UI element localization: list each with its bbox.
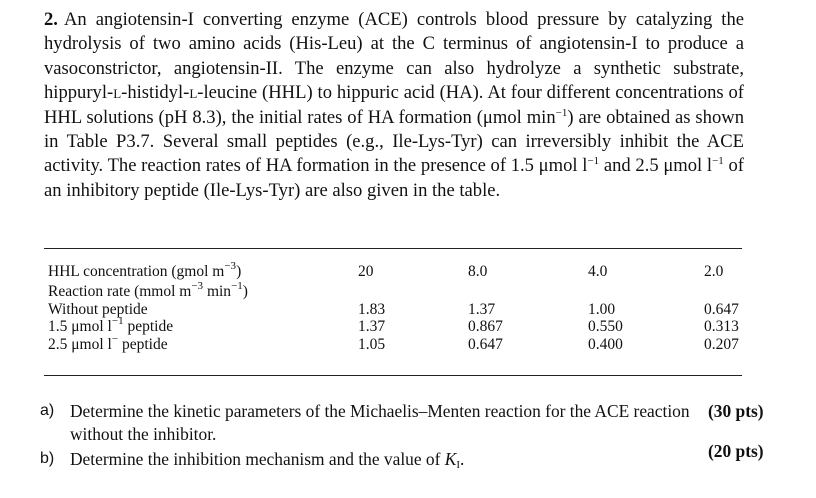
- problem-text-5: and 2.5 μmol l: [599, 155, 713, 177]
- concentration-cell: 20: [358, 263, 374, 280]
- problem-text-4: ) are obtained as shown in Table P3.7. Several small peptides (e.g., Ile-Lys-Tyr) can irreversibly inhibit the ACE activity. The reaction rates of HA formation in the presence of 1.5 μmol l: [44, 106, 744, 177]
- row-label: Without peptide: [48, 300, 148, 318]
- table-row: [48, 315, 742, 336]
- concentration-cell: 2.0: [704, 263, 724, 280]
- table-bottom-rule: [44, 375, 742, 376]
- table-top-rule: [44, 248, 742, 249]
- rate-cell: 0.207: [704, 335, 739, 353]
- rate-cell: 0.313: [704, 318, 739, 335]
- table-row: [48, 332, 742, 354]
- rate-cell: 1.37: [468, 300, 496, 318]
- rate-label-row: [48, 280, 742, 301]
- part-points: (30 pts): [708, 401, 764, 421]
- problem-number: 2.: [44, 9, 58, 30]
- part-a: [40, 400, 770, 445]
- problem-text-1: An angiotensin-I converting enzyme (ACE) controls blood pressure by catalyzing the hydrolysis of two amino acids (His-Leu) at the C terminus of angiotensin-I to produce a vasoconstrictor, angiotensin-II. The enzyme can also hydrolyze a synthetic substrate, hippuryl-: [44, 9, 744, 104]
- part-text: Determine the inhibition mechanism and the value of $K_I$.: [70, 449, 465, 472]
- rate-label: Reaction rate (mmol $m^{-3}$ $\min^{-1}$): [48, 280, 248, 300]
- problem-sup-3: −1: [712, 155, 724, 168]
- problem-sup-2: −1: [587, 155, 600, 168]
- question-parts: [40, 400, 770, 471]
- problem-text-2: -histidyl-: [121, 82, 190, 104]
- part-b: [40, 441, 770, 472]
- problem-statement: [44, 8, 744, 203]
- rate-cell: 0.647: [704, 300, 739, 318]
- part-letter: a): [40, 402, 55, 419]
- part-points: (20 pts): [708, 441, 764, 462]
- problem-sc-2: l: [189, 82, 198, 104]
- part-text: Determine the kinetic parameters of the Michaelis–Menten reaction for the ACE reaction without the inhibitor.: [70, 401, 690, 444]
- problem-text-3: -leucine (HHL) to hippuric acid (HA). At four different concentrations of HHL solutions (pH 8.3), the initial rates of HA formation (μmol min: [44, 82, 744, 128]
- concentration-cell: 8.0: [468, 263, 488, 280]
- concentration-cell: 4.0: [588, 263, 608, 280]
- data-table: [48, 259, 742, 353]
- problem-text-6: of an inhibitory peptide (Ile-Lys-Tyr) are also given in the table.: [44, 155, 744, 201]
- rate-cell: 1.05: [358, 335, 386, 353]
- header-label: HHL concentration (gmol $m^{-3}$): [48, 260, 242, 280]
- table-row: [48, 301, 742, 319]
- rate-cell: 0.867: [468, 318, 503, 335]
- rate-cell: 0.550: [588, 318, 623, 335]
- part-letter: b): [40, 450, 55, 468]
- row-label: 1.5 μmol $l^{-1}$ peptide: [48, 315, 174, 335]
- table-header-row: [48, 259, 742, 283]
- row-label: 2.5 μmol l− peptide: [48, 332, 168, 353]
- rate-cell: 1.00: [588, 300, 616, 318]
- rate-cell: 0.400: [588, 335, 623, 353]
- rate-cell: 0.647: [468, 335, 503, 353]
- rate-cell: 1.83: [358, 300, 386, 318]
- problem-sc-1: l: [113, 82, 122, 104]
- rate-cell: 1.37: [358, 318, 386, 335]
- problem-sup-1: −1: [555, 106, 568, 119]
